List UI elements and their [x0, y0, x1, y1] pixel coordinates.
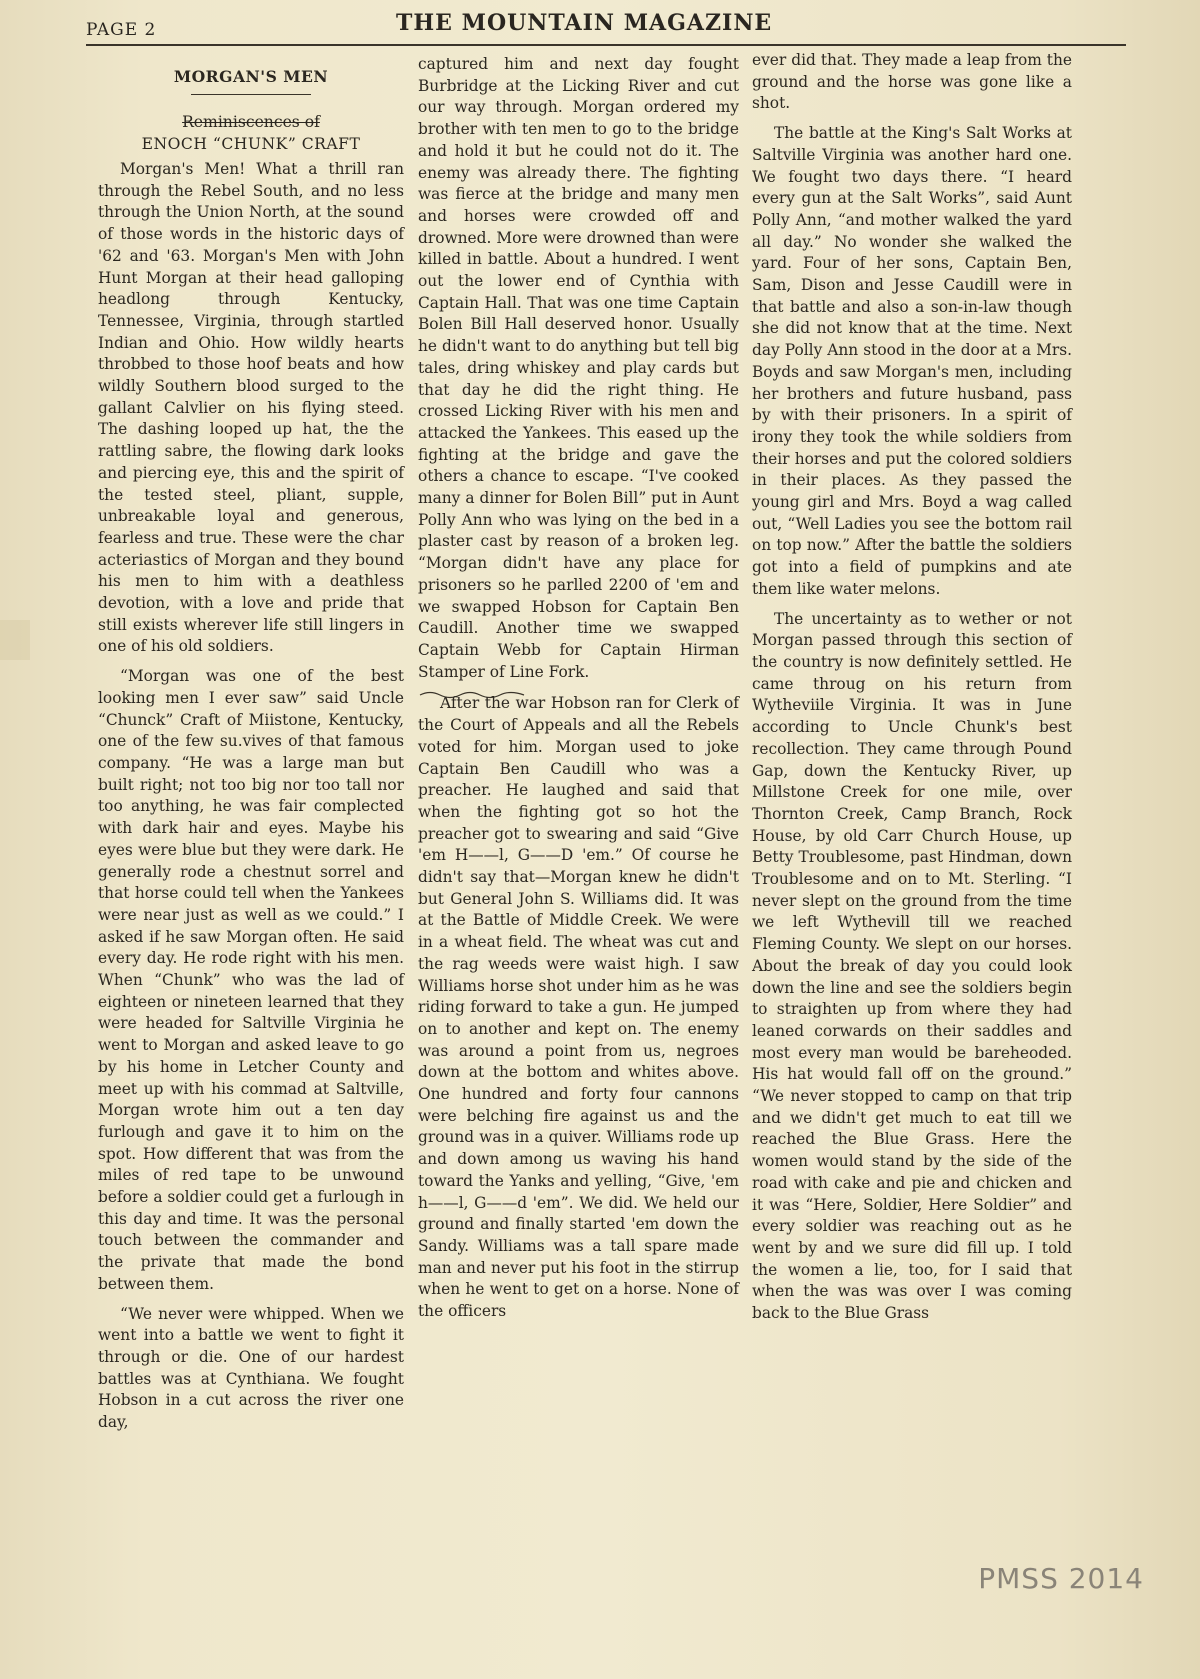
- article-subject: ENOCH “CHUNK” CRAFT: [141, 135, 361, 153]
- article-heading: [98, 66, 404, 155]
- paper-fold-shadow: [0, 620, 30, 660]
- page-number: PAGE 2: [86, 20, 157, 40]
- paragraph: “Morgan was one of the best looking men I ever saw” said Uncle “Chunck” Craft of Miistone, Kentucky, one of the few su.vives of that famous company. “He was a large man but built right; not too big nor too tall nor too anything, he was fair complected with dark hair and eyes. Maybe his eyes were blue but they were dark. He generally rode a chestnut sorrel and that horse could tell when the Yankees were near just as well as we could.” I asked if he saw Morgan often. He said every day. He rode right with his men. When “Chunk” who was the lad of eighteen or nineteen learned that they were headed for Saltville Virginia he went to Morgan and asked leave to go by his home in Letcher County and meet up with his commad at Saltville, Morgan wrote him out a ten day furlough and gave it to him on the spot. How different that was from the miles of red tape to be unwound before a soldier could get a furlough in this day and time. It was the personal touch between the commander and the private that made the bond between them.: [98, 667, 404, 1293]
- title-divider: [191, 94, 311, 95]
- paragraph: captured him and next day fought Burbridge at the Licking River and cut our way through. Morgan ordered my brother with ten men to go to the bridge and hold it but he could not do it. The enemy was already there. The fighting was fierce at the bridge and many men and horses were crowded off and drowned. More were drowned than were killed in battle. About a hundred. I went out the lower end of Cynthia with Captain Hall. That was one time Captain Bolen Bill Hall deserved honor. Usually he didn't want to do anything but tell big tales, dring whiskey and play cards but that day he did the right thing. He crossed Licking River with his men and attacked the Yankees. This eased up the fighting at the bridge and gave the others a chance to escape. “I've cooked many a dinner for Bolen Bill” put in Aunt Polly Ann who was lying on the bed in a plaster cast by reason of a broken leg. “Morgan didn't have any place for prisoners so he parlled 2200 of 'em and we swapped Hobson for Captain Ben Caudill. Another time we swapped Captain Webb for Captain Hirman Stamper of Line Fork.: [418, 55, 739, 681]
- paragraph: The battle at the King's Salt Works at Saltville Virginia was another hard one. We fought two days there. “I heard every gun at the Salt Works”, said Aunt Polly Ann, “and mother walked the yard all day.” No wonder she walked the yard. Four of her sons, Captain Ben, Sam, Dison and Jesse Caudill were in that battle and also a son-in-law though she did not know that at the time. Next day Polly Ann stood in the door at a Mrs. Boyds and saw Morgan's men, including her brothers and future husband, pass by with their prisoners. In a spirit of irony they took the while soldiers from their horses and put the colored soldiers in their places. As they passed the young girl and Mrs. Boyd a wag called out, “Well Ladies you see the bottom rail on top now.” After the battle the soldiers got into a field of pumpkins and ate them like water melons.: [752, 124, 1072, 598]
- archive-watermark: PMSS 2014: [978, 1562, 1144, 1595]
- article-title: MORGAN'S MEN: [173, 67, 329, 86]
- page-header: [86, 8, 1126, 46]
- column-3: [752, 50, 1072, 1325]
- section-ornament: [418, 683, 739, 693]
- article-subtitle: Reminiscences of: [182, 113, 320, 131]
- paragraph: The uncertainty as to wether or not Morgan passed through this section of the country is now definitely settled. He came throug on his return from Wytheviile Virginia. It was in June according to Uncle Chunk's best recollection. They came through Pound Gap, down the Kentucky River, up Millstone Creek for one mile, over Thornton Creek, Camp Branch, Rock House, by old Carr Church House, up Betty Troublesome, past Hindman, down Troublesome and on to Mt. Sterling. “I never slept on the ground from the time we left Wythevill till we reached Fleming County. We slept on our horses. About the break of day you could look down the line and see the soldiers begin to straighten up from where they had leaned corwards on their saddles and most every man would be bareheoded. His hat would fall off on the ground.” “We never stopped to camp on that trip and we didn't get much to eat till we reached the Blue Grass. Here the women would stand by the side of the road with cake and pie and chicken and it was “Here, Soldier, Here Soldier” and every soldier was reaching out as he went by and we sure did fill up. I told the women a lie, too, for I said that when the was was over I was coming back to the Blue Grass: [752, 609, 1072, 1323]
- paragraph: Morgan's Men! What a thrill ran through the Rebel South, and no less through the Union North, at the sound of those words in the historic days of '62 and '63. Morgan's Men with John Hunt Morgan at their head galloping headlong through Kentucky, Tennessee, Virginia, through startled Indian and Ohio. How wildly hearts throbbed to those hoof beats and how wildly Southern blood surged to the gallant Calvlier on his flying steed. The dashing looped up hat, the the rattling sabre, the flowing dark looks and piercing eye, this and the spirit of the tested steel, pliant, supple, unbreakable loyal and generous, fearless and true. These were the char acteriastics of Morgan and they bound his men to him with a deathless devotion, with a love and pride that still exists wherever life still lingers in one of his old soldiers.: [98, 160, 404, 656]
- magazine-title: THE MOUNTAIN MAGAZINE: [396, 10, 773, 36]
- paragraph: ever did that. They made a leap from the ground and the horse was gone like a shot.: [752, 51, 1072, 113]
- column-1: [98, 56, 404, 1434]
- paragraph: After the war Hobson ran for Clerk of the Court of Appeals and all the Rebels voted for him. Morgan used to joke Captain Ben Caudill who was a preacher. He laughed and said that when the fighting got so hot the preacher got to swearing and said “Give 'em H——l, G——D 'em.” Of course he didn't say that—Morgan knew he didn't but General John S. Williams did. It was at the Battle of Middle Creek. We were in a wheat field. The wheat was cut and the rag weeds were waist high. I saw Williams horse shot under him as he was riding forward to take a gun. He jumped on to another and kept on. The enemy was around a point from us, negroes down at the bottom and whites above. One hundred and forty four cannons were belching fire against us and the ground was in a quiver. Williams rode up and down among us waving his hand toward the Yanks and yelling, “Give, 'em h——l, G——d 'em”. We did. We held our ground and finally started 'em down the Sandy. Williams was a tall spare made man and never put his foot in the stirrup when he went to get on a horse. None of the officers: [418, 694, 739, 1321]
- paragraph: “We never were whipped. When we went into a battle we went to fight it through or die. One of our hardest battles was at Cynthiana. We fought Hobson in a cut across the river one day,: [98, 1304, 404, 1432]
- column-2: [418, 54, 739, 1323]
